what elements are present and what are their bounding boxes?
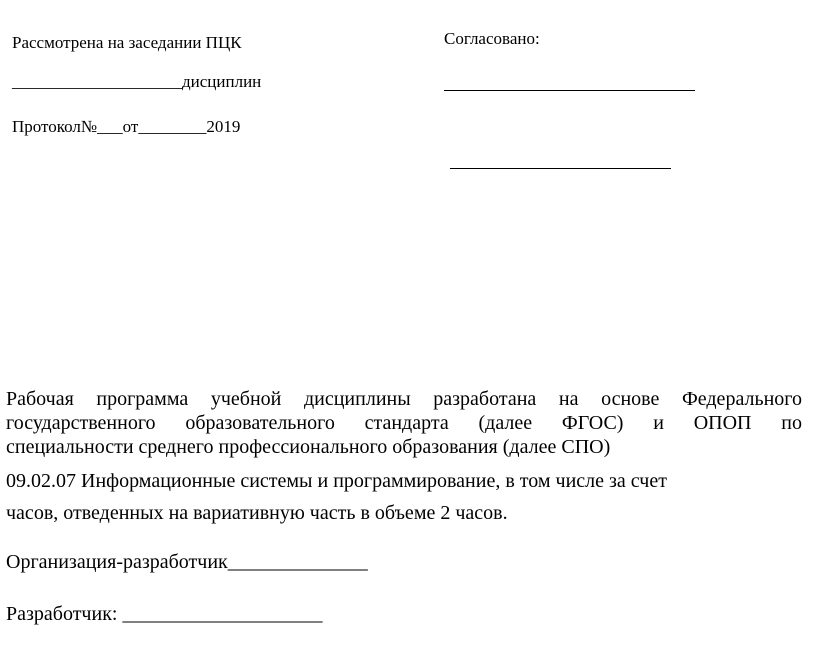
discipline-line <box>12 73 261 90</box>
agreed-label: Согласовано: <box>444 29 540 48</box>
discipline-label: дисциплин <box>182 72 262 91</box>
organization-developer-field: Организация-разработчик______________ <box>6 551 368 573</box>
developer-field: Разработчик: ____________________ <box>6 603 323 625</box>
specialty-line-2: часов, отведенных на вариативную часть в объеме 2 часов. <box>6 502 508 524</box>
specialty-line-1: 09.02.07 Информационные системы и программирование, в том числе за счет <box>6 470 667 492</box>
approval-signature-line-1 <box>444 90 695 91</box>
program-description <box>6 387 802 459</box>
specialty-description <box>6 469 766 525</box>
description-line-1: Рабочая программа учебной дисциплины разработана на основе Федерального <box>6 388 802 410</box>
discipline-blank: ____________________ <box>12 72 182 91</box>
description-line-3: специальности среднего профессионального образования (далее СПО) <box>6 436 611 458</box>
review-committee-label: Рассмотрена на заседании ПЦК <box>12 33 242 52</box>
description-line-2: государственного образовательного стандарта (далее ФГОС) и ОПОП по <box>6 412 802 434</box>
approval-signature-line-2 <box>450 168 671 169</box>
protocol-line: Протокол№___от________2019 <box>12 117 241 136</box>
